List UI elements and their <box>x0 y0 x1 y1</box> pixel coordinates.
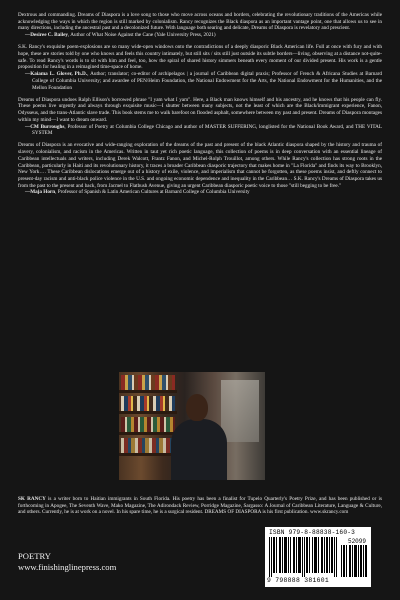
price-code: 52099 <box>347 538 366 545</box>
window <box>221 380 259 442</box>
blurb-text: Dreams of Diaspora is an evocative and wide-ranging exploration of the dreams of the past and present of the black Atlantic diaspora shaped by the history and trauma of slavery, colonialism, and racism in the Americas. Written in taut yet rich poetic language, this collection of poems is in deep conversation with an essential lineage of Caribbean intellectuals and writers, including Derek Walcott, Frantz Fanon, and Michel-Rolph Trouillot, among others. While Rancy's collection has strong roots in the Caribbean, particularly in Haiti and its revolutionary history, it traces a broader Caribbean diasporic trajectory that makes home in "La Florida" and finds its way to Brooklyn, New York…. These Caribbean dislocations emerge out of a history of exile, violence, and imperialism that cannot be forgotten, as these poems insist, and deftly connect to present-day racism and anti-black police violence in the U.S. and ongoing economic dependence and inequality in the Caribbean… S.K. Rancy's Dreams of Diaspora takes us from the past to the present and back, from Jacmel to Flatbush Avenue, giving an urgent Caribbean diasporic poetic voice to those "still begging to be free." <box>18 142 382 189</box>
publisher-website: www.finishinglinepress.com <box>18 562 117 572</box>
blurb-1 <box>18 12 382 39</box>
blurb-text: S.K. Rancy's exquisite poem-explosions are so many wide-open windows onto the contradictions of a deeply diasporic Black American life. Full at once with fury and with hope, these are stories told by one who knows and feels this country intimately, but still sits / sits still just outside its subtle borders—living, observing at a distance not-quite-safe. To read Rancy's words is to sit with him and feel, too, how the spiral of shared history simmers beneath every moment of our divided present. His work is a gentle proposition for healing in a reimagined time-space of home. <box>18 44 382 71</box>
blurb-attribution <box>18 32 382 39</box>
books <box>121 396 175 411</box>
bookshelf <box>119 432 177 435</box>
bookshelf <box>119 411 177 414</box>
blurb-4 <box>18 142 382 196</box>
blurb-attribution <box>18 124 382 137</box>
author-bio <box>18 496 382 516</box>
books <box>121 375 175 390</box>
blurb-2 <box>18 44 382 91</box>
blurb-3 <box>18 97 382 137</box>
publisher-footer <box>18 551 218 573</box>
blurb-attribution <box>18 189 382 196</box>
blurb-affiliation: , Author; translator; co-editor of archipelagos | a journal of Caribbean digital praxis; Professor of French & Africana Studies at Barnard College of Columbia University; and awardee of PEN/Heim Foundation, the National Endowment for the Arts, the National Endowment for the Humanities, and the Mellon Foundation <box>32 71 382 91</box>
ean-number: 9 798888 381601 <box>267 577 330 584</box>
barcode-bars <box>269 537 337 577</box>
blurb-affiliation: , Professor of Poetry at Columbia College Chicago and author of MASTER SUFFERING, longlisted for the National Book Award, and THE VITAL SYSTEM <box>32 123 382 137</box>
blurbs-section <box>18 12 382 202</box>
blurb-author: —Desiree C. Bailey <box>25 32 68 39</box>
person-head <box>186 394 208 421</box>
author-name: SK RANCY <box>18 496 46 502</box>
blurb-author: —Maja Horn <box>25 189 56 196</box>
author-photo <box>119 372 265 480</box>
price-barcode-bars <box>341 545 367 577</box>
blurb-text: Dreams of Diaspora undoes Ralph Ellison's borrowed phrase "I yam what I yam". Here, a Black man knows himself and his ancestry, and he knows that his people can fly. These poems live urgently and always through exquisite music—I shutter between many subjects, not the least of which are the Black/immigrant experience, Fanon, Odysseus, and the trans-Atlantic slave trade. This book stems me to walk barefoot on flooded asphalt, somewhere between my past and present. Dreams of Diaspora montages within my mind—I want to dream onward. <box>18 96 382 123</box>
person-body <box>171 419 227 480</box>
isbn-number: ISBN 979-8-88838-160-3 <box>269 529 356 536</box>
category-label: POETRY <box>18 551 51 561</box>
blurb-affiliation: , Professor of Spanish & Latin American Cultures at Barnard College of Columbia University <box>55 189 250 196</box>
blurb-text: Dextrous and commanding. Dreams of Diaspora is a love song to those who move across oceans and borders, celebrating the revolutionary traditions of the Americas while acknowledging the ways in which the region is still marked by colonialism. Rancy recognizes the Black diaspora as an important vantage point, one that allows us to see in many directions, including the ancestral past and a decolonized future. With language both searing and delicate, Dreams of Diaspora is revelatory and prescient. <box>18 12 382 32</box>
bio-text: is a writer born to Haitian immigrants in South Florida. His poetry has been a finalist for Tupelo Quarterly's Poetry Prize, and has been published or is forthcoming in Apogee, The Seventh Wave, Mako Magazine, The Adirondack Review, Porridge Magazine, Sargasso: A Journal of Caribbean Literature, Language & Culture, and others. Currently, he is at work on a novel. In his spare time, he is a surgical resident. DREAMS OF DIASPORA is his first publication. www.skrancy.com <box>18 496 382 516</box>
isbn-barcode <box>265 527 371 587</box>
blurb-author: —Kaiama L. Glover, Ph.D. <box>25 71 88 78</box>
blurb-affiliation: , Author of What Noise Against the Cane (Yale University Press, 2021) <box>67 32 216 39</box>
bookshelf <box>119 453 177 456</box>
blurb-attribution <box>18 71 382 91</box>
bookshelf <box>119 390 177 393</box>
books <box>121 438 175 453</box>
blurb-author: —CM Burroughs <box>25 123 65 130</box>
books <box>121 417 175 432</box>
